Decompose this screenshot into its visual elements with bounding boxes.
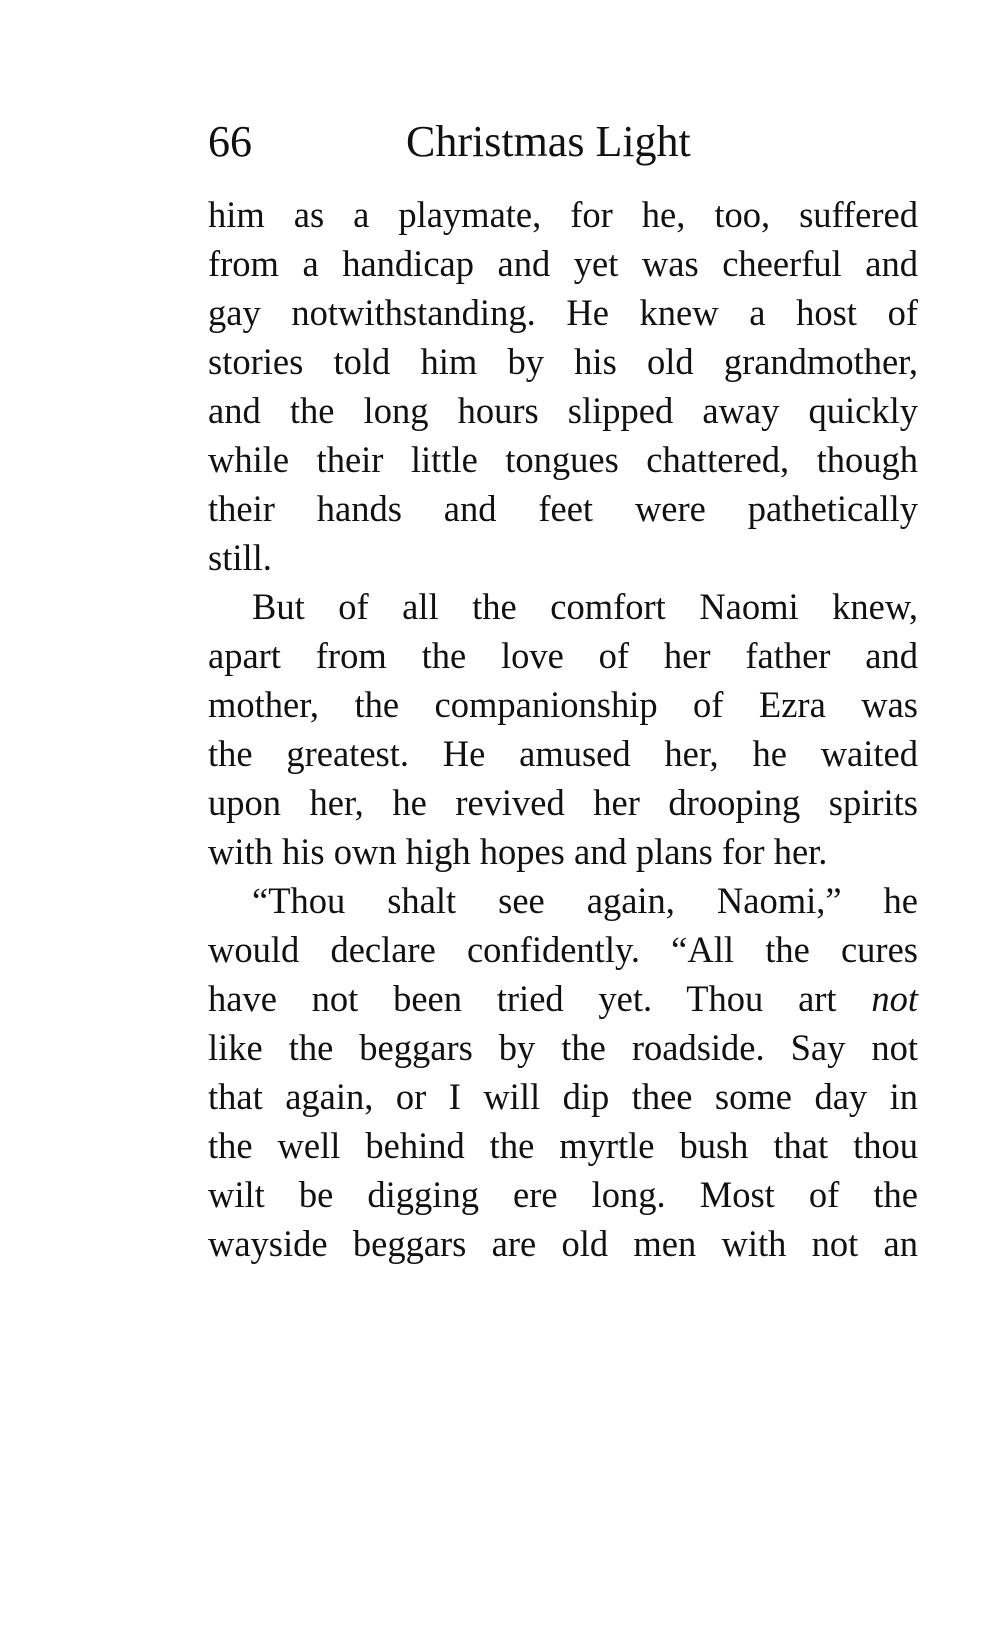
text-line: But of all the comfort Naomi knew, [252, 586, 918, 627]
text-line-start: have not been tried yet. Thou art [208, 978, 872, 1019]
text-line: from a handicap and yet was cheerful and [208, 243, 918, 284]
running-title: Christmas Light [406, 117, 691, 166]
text-line: that again, or I will dip thee some day in [208, 1076, 918, 1117]
text-line: him as a playmate, for he, too, suffered [208, 194, 918, 235]
text-line: their hands and feet were pathetically [208, 488, 918, 529]
text-line: upon her, he revived her drooping spirits [208, 782, 918, 823]
running-head [208, 112, 928, 172]
text-line: wayside beggars are old men with not an [208, 1223, 918, 1264]
page-number: 66 [208, 117, 252, 166]
text-line: would declare confidently. “All the cures [208, 929, 918, 970]
text-line: the greatest. He amused her, he waited [208, 733, 918, 774]
text-line: like the beggars by the roadside. Say not [208, 1027, 918, 1068]
body-text [208, 190, 918, 1268]
text-line: and the long hours slipped away quickly [208, 390, 918, 431]
text-line: stories told him by his old grandmother, [208, 341, 918, 382]
text-line: “Thou shalt see again, Naomi,” he [252, 880, 918, 921]
text-line [208, 974, 918, 1023]
text-line: still. [208, 537, 272, 578]
text-line: the well behind the myrtle bush that thou [208, 1125, 918, 1166]
text-line: apart from the love of her father and [208, 635, 918, 676]
text-line: mother, the companionship of Ezra was [208, 684, 918, 725]
text-line: with his own high hopes and plans for her. [208, 831, 828, 872]
emphasized-word: not [871, 978, 918, 1019]
text-line: gay notwithstanding. He knew a host of [208, 292, 918, 333]
text-line: while their little tongues chattered, though [208, 439, 918, 480]
text-line: wilt be digging ere long. Most of the [208, 1174, 918, 1215]
